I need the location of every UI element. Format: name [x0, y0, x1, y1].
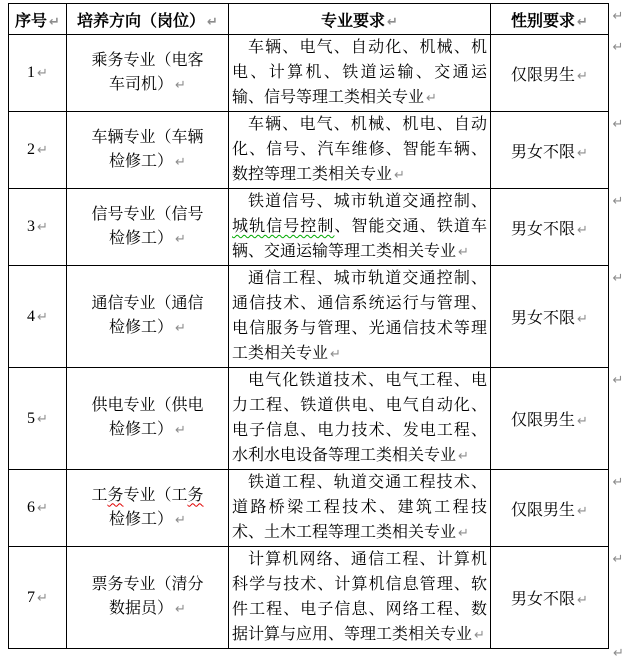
paragraph-mark-icon: ↵ — [207, 14, 218, 30]
gender-text: 仅限男生 — [511, 412, 576, 429]
cell-gender — [491, 266, 609, 368]
header-seq — [9, 4, 67, 35]
cell-seq — [9, 112, 67, 189]
table-body — [9, 35, 609, 649]
header-position — [67, 4, 229, 35]
text-segment: 信号专业（信号检修工） — [91, 205, 204, 247]
seq-number: 1 — [27, 64, 36, 81]
paragraph-mark-icon: ↵ — [37, 501, 48, 516]
cell-seq — [9, 368, 67, 470]
majors-paragraph — [232, 35, 487, 111]
paragraph-mark-icon: ↵ — [458, 526, 469, 541]
majors-text — [232, 116, 487, 183]
majors-text — [232, 372, 487, 464]
cell-seq — [9, 266, 67, 368]
position-text — [91, 206, 203, 247]
text-segment: 铁道信号、城市轨道交通控制、 — [248, 193, 487, 210]
text-segment: 电气化铁道技术、电气工程、电力工程、铁道供电、电气自动化、电子信息、电力技术、发电工程、水利水电设备等理工类相关专业 — [232, 372, 487, 464]
seq-number: 5 — [27, 409, 36, 427]
table-row — [9, 35, 609, 112]
paragraph-mark-icon: ↵ — [37, 220, 48, 235]
cell-position — [67, 266, 229, 368]
seq-number: 3 — [27, 218, 36, 235]
header-gender-label: 性别要求 — [511, 12, 576, 30]
cell-gender — [491, 189, 609, 266]
cell-seq — [9, 547, 67, 649]
cell-majors — [229, 266, 491, 368]
paragraph-mark-icon: ↵ — [175, 423, 186, 438]
text-segment: 铁道工程、轨道交通工程技术、道路桥梁工程技术、建筑工程技术、土木工程等理工类相关专业 — [232, 474, 487, 541]
majors-text — [232, 474, 487, 541]
text-segment: 车辆专业（车辆检修工） — [91, 128, 204, 170]
spellcheck-underlined-segment: 务 — [107, 486, 124, 504]
seq-number: 2 — [27, 141, 36, 158]
table-row — [9, 266, 609, 368]
seq-number: 6 — [27, 499, 36, 516]
text-segment: 专业（工 — [123, 486, 188, 504]
majors-text — [232, 193, 487, 260]
cell-seq — [9, 35, 67, 112]
cell-majors — [229, 189, 491, 266]
cell-gender — [491, 112, 609, 189]
cell-seq — [9, 470, 67, 547]
text-segment: 通信专业（通信检修工） — [91, 295, 204, 336]
cell-majors — [229, 547, 491, 649]
cell-majors — [229, 35, 491, 112]
paragraph-mark-icon: ↵ — [577, 68, 588, 84]
cell-position — [67, 35, 229, 112]
text-segment: 、智能交通、铁道车辆、交通运输等理工类相关专业 — [232, 218, 487, 260]
paragraph-mark-icon: ↵ — [577, 145, 588, 161]
paragraph-mark-icon: ↵ — [49, 14, 60, 30]
gender-text: 男女不限 — [511, 143, 576, 161]
paragraph-mark-icon: ↵ — [37, 66, 48, 81]
gender-text: 男女不限 — [511, 310, 576, 327]
gender-text: 男女不限 — [511, 220, 576, 238]
header-majors — [229, 4, 491, 35]
paragraph-mark-icon: ↵ — [458, 449, 469, 464]
spellcheck-underlined-segment: 务 — [187, 486, 204, 504]
position-text — [91, 129, 203, 170]
majors-text — [232, 551, 487, 643]
cell-position — [67, 470, 229, 547]
cell-majors — [229, 112, 491, 189]
paragraph-mark-icon: ↵ — [37, 411, 48, 427]
spellcheck-underlined-segment: 城轨信号控制 — [232, 218, 335, 235]
paragraph-mark-icon: ↵ — [175, 77, 186, 93]
table-row — [9, 470, 609, 547]
gender-text: 仅限男生 — [511, 66, 576, 84]
paragraph-mark-icon: ↵ — [175, 321, 186, 336]
cell-position — [67, 368, 229, 470]
majors-paragraph — [232, 112, 487, 188]
seq-number: 4 — [27, 307, 36, 325]
paragraph-mark-icon: ↵ — [175, 231, 186, 247]
text-segment: 计算机网络、通信工程、计算机科学与技术、计算机信息管理、软件工程、电子信息、网络工程、数据计算与应用、等理工类相关专业 — [232, 551, 487, 643]
position-text — [91, 397, 203, 438]
majors-text — [232, 39, 487, 106]
row-end-mark-icon: ↵ — [612, 474, 624, 490]
row-end-mark-icon: ↵ — [612, 116, 624, 132]
table-row — [9, 368, 609, 470]
paragraph-mark-icon: ↵ — [426, 91, 437, 106]
majors-paragraph — [232, 368, 487, 469]
text-segment: 检修工） — [109, 510, 174, 528]
paragraph-mark-icon: ↵ — [577, 14, 588, 30]
paragraph-mark-icon: ↵ — [37, 590, 48, 606]
majors-paragraph — [232, 266, 487, 367]
position-text — [91, 52, 203, 93]
cell-position — [67, 189, 229, 266]
row-end-mark-icon: ↵ — [612, 270, 624, 286]
row-end-mark-icon: ↵ — [613, 646, 624, 661]
cell-gender — [491, 368, 609, 470]
paragraph-mark-icon: ↵ — [175, 154, 186, 170]
cell-gender — [491, 547, 609, 649]
cell-gender — [491, 35, 609, 112]
row-end-mark-icon: ↵ — [612, 372, 624, 388]
paragraph-mark-icon: ↵ — [577, 593, 588, 608]
row-end-mark-icon: ↵ — [612, 8, 624, 24]
row-end-mark-icon: ↵ — [612, 551, 624, 567]
text-segment: 通信工程、城市轨道交通控制、通信技术、通信系统运行与管理、电信服务与管理、光通信技术等理工类相关专业 — [232, 270, 487, 362]
position-text — [91, 576, 203, 617]
text-segment: 乘务专业（电客车司机） — [91, 51, 204, 93]
paragraph-mark-icon: ↵ — [330, 347, 341, 362]
gender-text: 男女不限 — [511, 591, 576, 608]
majors-paragraph — [232, 547, 487, 648]
paragraph-mark-icon: ↵ — [394, 168, 405, 183]
header-majors-label: 专业要求 — [321, 12, 386, 30]
cell-majors — [229, 470, 491, 547]
text-segment: 票务专业（清分数据员） — [91, 576, 204, 617]
cell-position — [67, 547, 229, 649]
text-segment: 车辆、电气、自动化、机械、机电、计算机、铁道运输、交通运输、信号等理工类相关专业 — [232, 39, 487, 106]
cell-majors — [229, 368, 491, 470]
recruitment-requirements-table — [8, 3, 609, 649]
majors-paragraph — [232, 189, 487, 265]
position-text — [91, 487, 203, 528]
row-end-mark-icon: ↵ — [612, 193, 624, 209]
paragraph-mark-icon: ↵ — [577, 503, 588, 519]
cell-gender — [491, 470, 609, 547]
header-seq-label: 序号 — [15, 12, 48, 30]
header-row — [9, 4, 609, 35]
paragraph-mark-icon: ↵ — [577, 312, 588, 327]
position-text — [91, 295, 203, 336]
paragraph-mark-icon: ↵ — [474, 628, 485, 643]
text-segment: 供电专业（供电检修工） — [91, 397, 204, 438]
table-row — [9, 189, 609, 266]
majors-text — [232, 270, 487, 362]
paragraph-mark-icon: ↵ — [387, 14, 398, 30]
table-row — [9, 547, 609, 649]
header-gender — [491, 4, 609, 35]
paragraph-mark-icon: ↵ — [175, 602, 186, 617]
header-position-label: 培养方向（岗位） — [77, 12, 206, 30]
paragraph-mark-icon: ↵ — [577, 414, 588, 429]
paragraph-mark-icon: ↵ — [175, 512, 186, 528]
paragraph-mark-icon: ↵ — [37, 143, 48, 158]
text-segment: 车辆、电气、机械、机电、自动化、信号、汽车维修、智能车辆、数控等理工类相关专业 — [232, 116, 487, 183]
row-end-mark-icon: ↵ — [612, 39, 624, 55]
cell-position — [67, 112, 229, 189]
cell-seq — [9, 189, 67, 266]
text-segment: 工 — [91, 486, 108, 504]
paragraph-mark-icon: ↵ — [37, 309, 48, 325]
paragraph-mark-icon: ↵ — [577, 222, 588, 238]
gender-text: 仅限男生 — [511, 501, 576, 519]
majors-paragraph — [232, 470, 487, 546]
seq-number: 7 — [27, 588, 36, 606]
table-row — [9, 112, 609, 189]
paragraph-mark-icon: ↵ — [458, 245, 469, 260]
